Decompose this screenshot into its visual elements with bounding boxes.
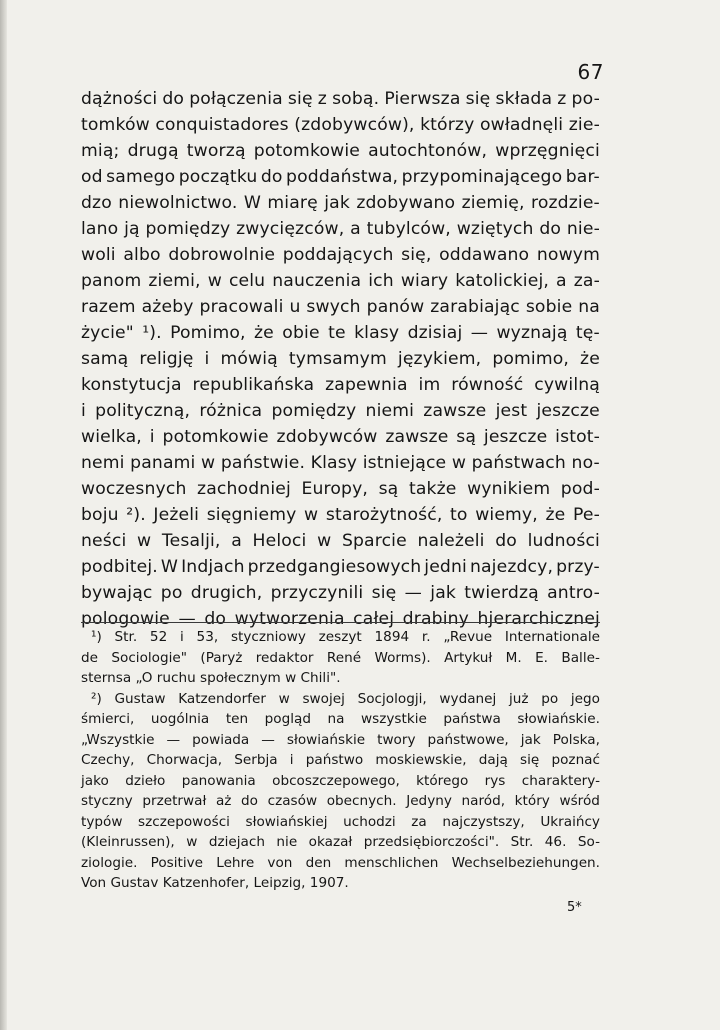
page-edge-shadow [0, 0, 7, 1030]
text-line: podbitej. W Indjach przedgangiesowych jedni najezdcy, przy- [81, 557, 600, 577]
text-line: lano ją pomiędzy zwycięzców, a tubylców, wziętych do nie- [81, 219, 600, 239]
footnote-line: Von Gustav Katzenhofer, Leipzig, 1907. [81, 875, 349, 891]
text-line: nemi panami w państwie. Klasy istniejące w państwach no- [81, 453, 600, 473]
text-line: woczesnych zachodniej Europy, są także wynikiem pod- [81, 479, 600, 499]
text-line: pologowie — do wytworzenia całej drabiny hjerarchicznej [81, 609, 600, 629]
text-line: dzo niewolnictwo. W miarę jak zdobywano ziemię, rozdzie- [81, 193, 600, 213]
footnote-line: ziologie. Positive Lehre von den menschlichen Wechselbeziehungen. [81, 854, 600, 871]
footnote-line: typów szczepowości słowiańskiej uchodzi za najczystszy, Ukraińcy [81, 813, 600, 830]
text-line: razem ażeby pracowali u swych panów zarabiając sobie na [81, 297, 600, 317]
footnote-line: „Wszystkie — powiada — słowiańskie twory państwowe, jak Polska, [81, 731, 600, 748]
footnote-line: śmierci, uogólnia ten pogląd na wszystkie państwa słowiańskie. [81, 711, 600, 727]
text-line: bywając po drugich, przyczynili się — jak twierdzą antro- [81, 583, 600, 603]
text-line: woli albo dobrowolnie poddających się, oddawano nowym [81, 245, 600, 265]
text-line: i polityczną, różnica pomiędzy niemi zawsze jest jeszcze [81, 401, 600, 421]
footnote-divider [81, 622, 600, 623]
footnotes [81, 627, 600, 894]
footnote-line: Czechy, Chorwacja, Serbja i państwo moskiewskie, dają się poznać [81, 752, 600, 768]
text-line: tomków conquistadores (zdobywców), którzy owładnęli zie- [81, 115, 600, 135]
footnote-line: de Sociologie" (Paryż redaktor René Worms). Artykuł M. E. Balle- [81, 649, 600, 666]
text-line: dążności do połączenia się z sobą. Pierwsza się składa z po- [81, 89, 600, 109]
footnote-line: ¹) Str. 52 i 53, styczniowy zeszyt 1894 r. „Revue Internationale [91, 629, 600, 645]
footnote-line: jako dzieło panowania obcoszczepowego, którego rys charaktery- [81, 772, 600, 789]
text-line: panom ziemi, w celu nauczenia ich wiary katolickiej, a za- [81, 271, 600, 291]
page-number: 67 [577, 60, 604, 84]
footnote-line: styczny przetrwał aż do czasów obecnych. Jedyny naród, który wśród [81, 793, 600, 809]
text-line: od samego początku do poddaństwa, przypominającego bar- [81, 167, 600, 187]
footnote-line: (Kleinrussen), w dziejach nie okazał przedsiębiorczości". Str. 46. So- [81, 834, 600, 850]
text-line: neści w Tesalji, a Heloci w Sparcie należeli do ludności [81, 531, 600, 551]
text-line: boju ²). Jeżeli sięgniemy w starożytność, to wiemy, że Pe- [81, 505, 600, 525]
footnote-line: ²) Gustaw Katzendorfer w swojej Socjologji, wydanej już po jego [91, 690, 600, 707]
text-line: samą religję i mówią tymsamym językiem, pomimo, że [81, 349, 600, 369]
text-line: konstytucja republikańska zapewnia im równość cywilną [81, 375, 600, 395]
text-line: życie" ¹). Pomimo, że obie te klasy dzisiaj — wyznają tę- [81, 323, 600, 343]
main-text [81, 86, 600, 632]
text-line: mią; drugą tworzą potomkowie autochtonów, wprzęgnięci [81, 141, 600, 161]
footnote-line: sternsa „O ruchu społecznym w Chili". [81, 670, 341, 686]
text-line: wielka, i potomkowie zdobywców zawsze są jeszcze istot- [81, 427, 600, 447]
signature-mark: 5* [567, 900, 582, 915]
